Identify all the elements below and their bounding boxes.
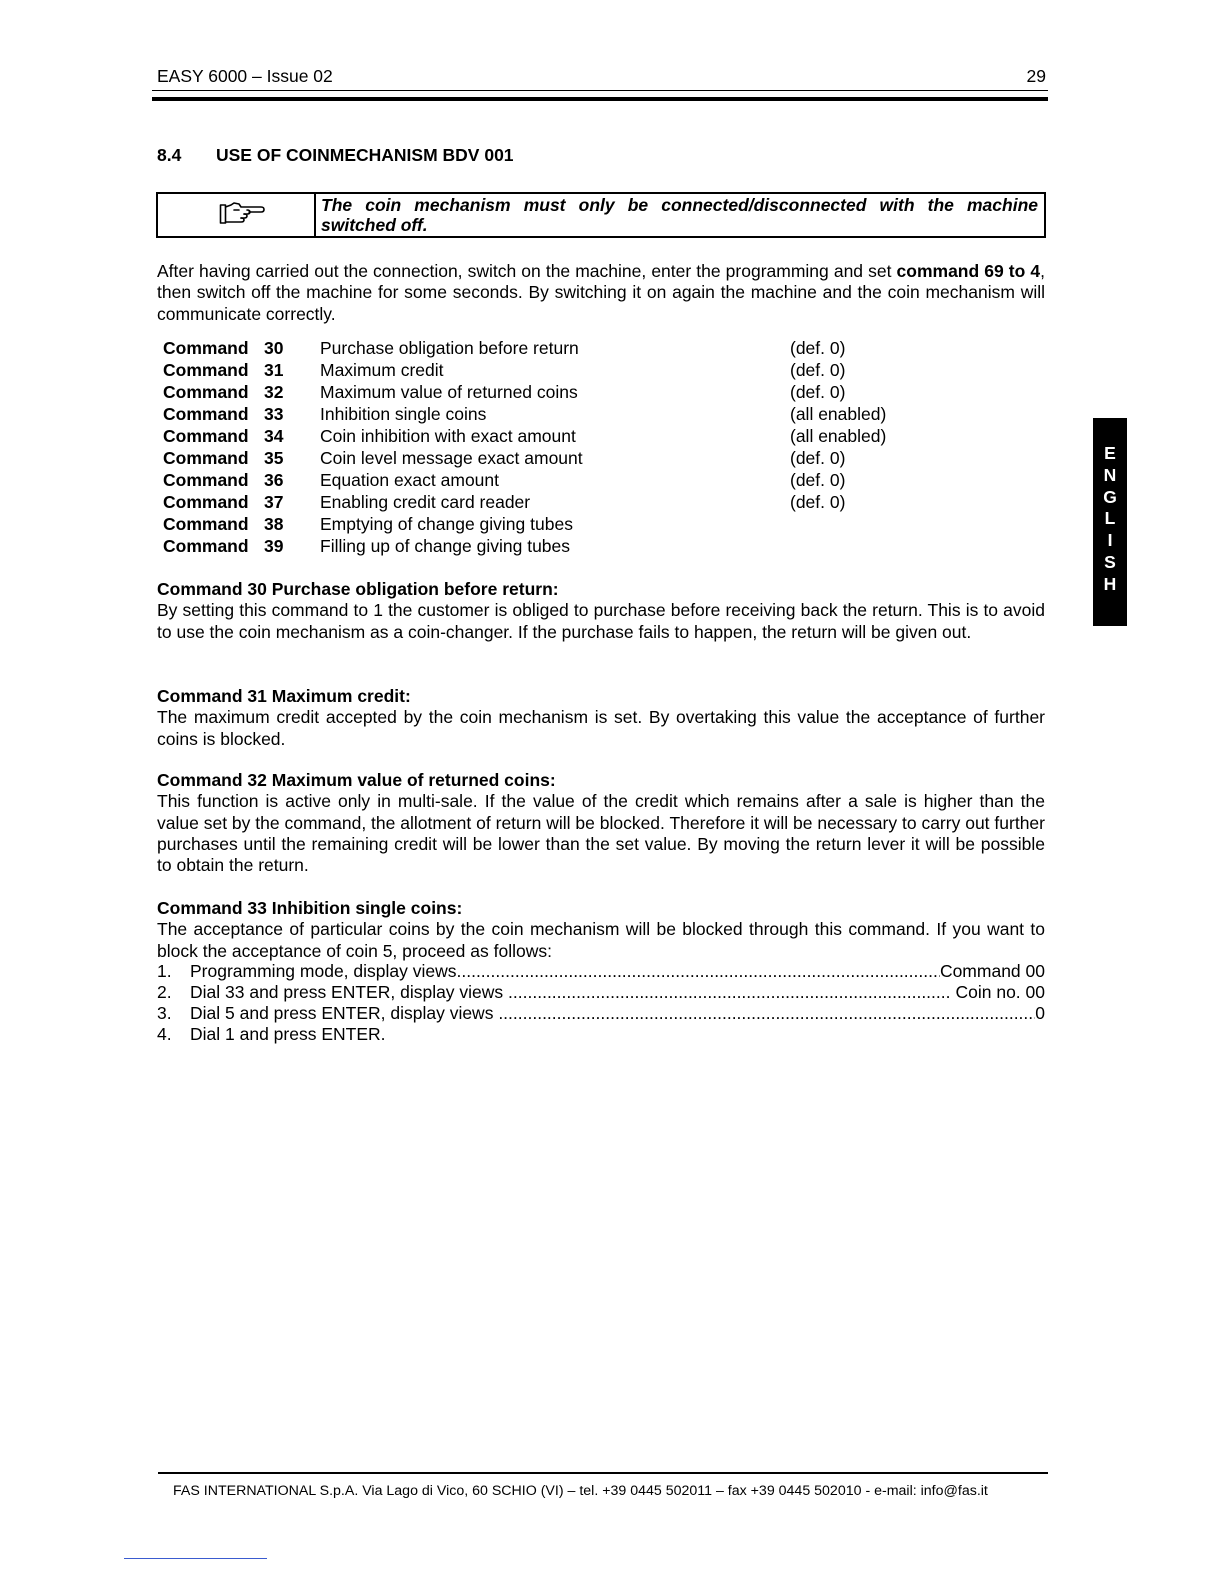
command-row [163,448,923,470]
dot-leader [498,1003,1035,1024]
section-heading [157,145,514,166]
command-table [163,338,923,558]
command-31-title: Command 31 Maximum credit: [157,686,411,706]
command-number: 36 [264,470,284,490]
dot-leader [508,982,951,1003]
command-label [163,404,284,425]
command-word: Command [163,536,249,556]
step-label: Dial 33 and press ENTER, display views [190,982,509,1002]
command-32-section [157,770,1045,876]
command-33-body: The acceptance of particular coins by the coin mechanism will be blocked through this command. If you want to block the acceptance of coin 5, proceed as follows: [157,919,1045,961]
command-number: 30 [264,338,284,358]
command-row [163,404,923,426]
command-row [163,382,923,404]
command-32-title: Command 32 Maximum value of returned coins: [157,770,556,790]
command-description: Coin level message exact amount [320,448,583,468]
command-default: (def. 0) [790,470,846,490]
side-tab-letter: I [1107,530,1113,551]
command-word: Command [163,514,249,534]
step-display-value: 0 [1035,1003,1045,1023]
intro-paragraph [157,261,1045,325]
command-description: Emptying of change giving tubes [320,514,573,534]
command-word: Command [163,360,249,380]
command-label [163,492,284,513]
procedure-step [157,1003,1045,1024]
step-number: 3. [157,1003,172,1023]
command-description: Purchase obligation before return [320,338,579,358]
command-description: Filling up of change giving tubes [320,536,571,556]
command-description: Maximum value of returned coins [320,382,578,402]
footer-company-info: FAS INTERNATIONAL S.p.A. Via Lago di Vico, 60 SCHIO (VI) – tel. +39 0445 502011 – fax +39 0445 502010 - e-mail: info@fas.it [173,1483,988,1499]
command-number: 39 [264,536,284,556]
header-document-title: EASY 6000 – Issue 02 [157,66,333,86]
note-icon-cell [158,194,316,236]
command-label [163,448,284,469]
step-label: Programming mode, display views [190,961,457,981]
command-number: 38 [264,514,284,534]
command-33-section [157,898,1045,962]
command-30-body: By setting this command to 1 the customer is obliged to purchase before receiving back the return. This is to avoid to use the coin mechanism as a coin-changer. If the purchase fails to happen, the return will be given out. [157,600,1045,642]
footer-rule [158,1472,1048,1474]
note-text: The coin mechanism must only be connected/disconnected with the machine switched off. [321,195,1038,235]
command-word: Command [163,382,249,402]
step-label: Dial 1 and press ENTER. [190,1024,386,1044]
intro-text-end: , then switch off the machine for some seconds. By switching it on again the machine and the coin mechanism will communicate correctly. [157,261,1045,324]
command-word: Command [163,338,249,358]
language-side-tab [1093,418,1127,626]
command-default: (def. 0) [790,382,846,402]
command-number: 34 [264,426,284,446]
warning-note-box [156,192,1046,238]
command-row [163,514,923,536]
command-description: Coin inhibition with exact amount [320,426,576,446]
command-number: 33 [264,404,284,424]
command-row [163,338,923,360]
command-row [163,470,923,492]
side-tab-letter: L [1104,508,1116,529]
command-default: (def. 0) [790,360,846,380]
section-number: 8.4 [157,145,182,165]
command-33-title: Command 33 Inhibition single coins: [157,898,463,918]
procedure-step [157,1024,1045,1045]
step-number: 4. [157,1024,172,1044]
command-30-title: Command 30 Purchase obligation before return: [157,579,559,599]
command-default: (all enabled) [790,426,887,446]
command-row [163,360,923,382]
command-number: 32 [264,382,284,402]
command-description: Equation exact amount [320,470,500,490]
command-row [163,492,923,514]
step-number: 1. [157,961,172,981]
command-word: Command [163,470,249,490]
command-31-body: The maximum credit accepted by the coin mechanism is set. By overtaking this value the acceptance of further coins is blocked. [157,707,1045,749]
bottom-link-underline [124,1558,267,1559]
command-label [163,382,284,403]
command-label [163,536,284,557]
command-description: Inhibition single coins [320,404,487,424]
dot-leader [457,961,940,982]
command-32-body: This function is active only in multi-sale. If the value of the credit which remains after a sale is higher than the value set by the command, the allotment of return will be blocked. Therefore it will be necessary to carry out further purchases until the remaining credit will be lower than the set value. By moving the return lever it will be possible to obtain the return. [157,791,1045,876]
command-description: Maximum credit [320,360,444,380]
intro-text-start: After having carried out the connection, switch on the machine, enter the programming and set [157,261,897,281]
intro-bold-command: command 69 to 4 [896,261,1041,281]
command-label [163,426,284,447]
header-page-number: 29 [1026,66,1046,86]
command-default: (def. 0) [790,448,846,468]
side-tab-letter: G [1103,486,1117,507]
command-number: 37 [264,492,284,512]
command-label [163,338,284,359]
command-number: 35 [264,448,284,468]
step-number: 2. [157,982,172,1002]
command-31-section [157,686,1045,750]
side-tab-letter: E [1104,443,1116,463]
section-title: USE OF COINMECHANISM BDV 001 [216,145,514,165]
step-display-value: Coin no. 00 [950,982,1045,1002]
command-label [163,360,284,381]
pointing-hand-icon [219,201,265,227]
header-rule [152,90,1048,91]
command-row [163,426,923,448]
command-number: 31 [264,360,284,380]
procedure-step [157,961,1045,982]
side-tab-letter: N [1103,464,1117,485]
command-word: Command [163,404,249,424]
procedure-step [157,982,1045,1003]
procedure-steps [157,961,1045,1045]
side-tab-letter: S [1104,551,1116,572]
command-default: (def. 0) [790,338,846,358]
command-label [163,470,284,491]
side-tab-letter: H [1103,573,1117,594]
command-word: Command [163,426,249,446]
command-row [163,536,923,558]
command-label [163,514,284,535]
command-default: (all enabled) [790,404,887,424]
header-rule-thick [152,97,1048,101]
command-word: Command [163,448,249,468]
command-word: Command [163,492,249,512]
step-display-value: Command 00 [939,961,1045,981]
command-30-section [157,579,1045,643]
command-description: Enabling credit card reader [320,492,531,512]
command-default: (def. 0) [790,492,846,512]
step-label: Dial 5 and press ENTER, display views [190,1003,499,1023]
